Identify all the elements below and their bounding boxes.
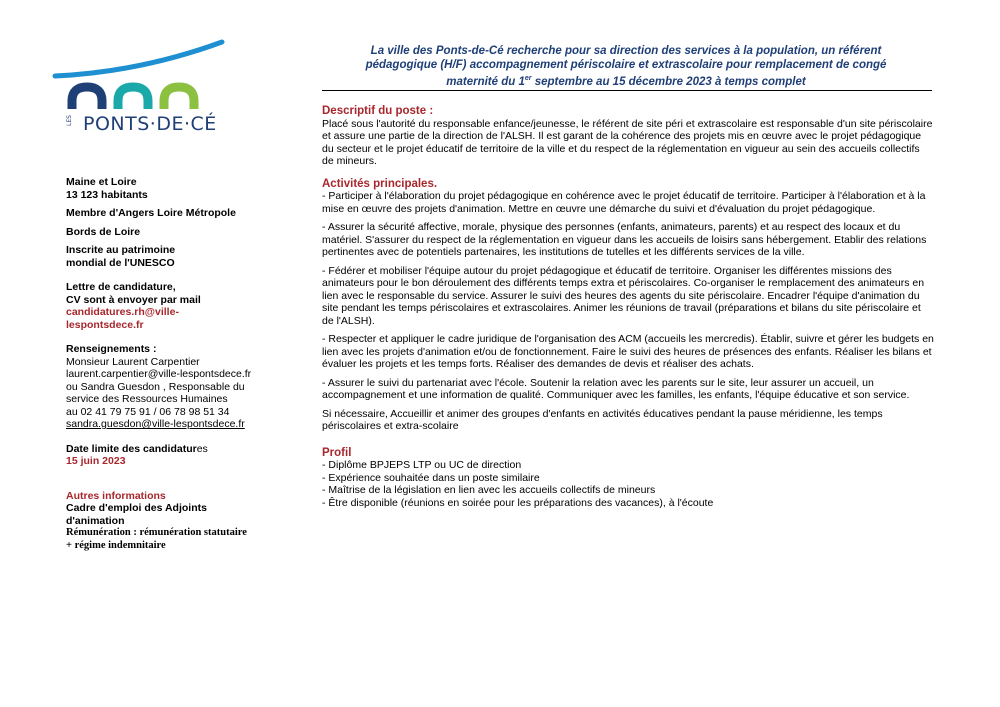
other-line-1: Cadre d'emploi des Adjoints <box>66 502 207 514</box>
other-info <box>66 490 296 553</box>
member: Membre d'Angers Loire Métropole <box>66 207 236 219</box>
logo-arch-green <box>164 87 194 109</box>
deadline-block <box>66 443 296 468</box>
logo-arch-teal <box>118 87 148 109</box>
info-email-1[interactable]: laurent.carpentier@ville-lespontsdece.fr <box>66 368 252 380</box>
header-divider <box>322 90 932 91</box>
apply-line-1: Lettre de candidature, <box>66 281 176 293</box>
logo-arch-blue <box>72 87 102 109</box>
deadline-title: Date limite des candidatur <box>66 442 197 455</box>
deadline-date: 15 juin 2023 <box>66 455 126 467</box>
header-line-2: pédagogique (H/F) accompagnement périscolaire et extrascolaire pour remplacement de congé <box>365 59 887 71</box>
logo-swoosh <box>55 42 222 76</box>
info-title: Renseignements : <box>66 343 157 355</box>
descriptif-title: Descriptif du poste : <box>322 105 434 117</box>
activite-paragraph: - Assurer le suivi du partenariat avec l'école. Soutenir la relation avec les parents sur le site, leur assurer un accueil, un accompagnement et une information de qualité. Communiquer avec les familles, les enfants, l'équipe éducative et son service. <box>322 376 910 401</box>
header-line-3b: septembre au 15 décembre 2023 à temps complet <box>531 75 806 88</box>
header-line-1: La ville des Ponts-de-Cé recherche pour sa direction des services à la population, un référent <box>370 45 882 57</box>
apply-line-2: CV sont à envoyer par mail <box>66 293 201 306</box>
info-email-2[interactable]: sandra.guesdon@ville-lespontsdece.fr <box>66 418 245 430</box>
descriptif-text: Placé sous l'autorité du responsable enfance/jeunesse, le référent de site péri et extrascolaire est responsable d'un site périscolaire et assure une partie de la direction de l'ALSH. Il est garant de la cohérence des projets mis en œuvre avec le projet pédagogique du secteur et le projet éducatif de territoire de la ville et du respect de la réglementation en vigueur au sein des accueils collectifs de mineurs. <box>322 117 933 167</box>
header-sup: er <box>524 75 532 82</box>
info-line-3: ou Sandra Guesdon , Responsable du <box>66 380 245 393</box>
logo-wordmark <box>66 113 217 135</box>
logo-prefix: LES <box>66 115 73 126</box>
contact-info <box>66 343 296 431</box>
activite-paragraph: - Respecter et appliquer le cadre juridique de l'organisation des ACM (accueils les mercredis). Établir, suivre et gérer les budgets en lien avec les projets d'animation et/ou de fonctionnement. Faire le suivi des heures de présences des enfants. Réaliser les bilans et évaluer les projets et les temps forts. Réaliser des demandes de devis et réaliser des achats. <box>322 333 934 370</box>
other-line-3: Rémunération : rémunération statutaire <box>66 527 247 538</box>
profil-list <box>322 459 934 509</box>
profil-item: - Maîtrise de la législation en lien avec les accueils collectifs de mineurs <box>322 484 656 496</box>
population: 13 123 habitants <box>66 188 148 201</box>
info-phone: au 02 41 79 75 91 / 06 78 98 51 34 <box>66 405 230 418</box>
application <box>66 281 296 331</box>
sidebar <box>66 176 296 558</box>
profil-item: - Être disponible (réunions en soirée pour les préparations des vacances), à l'écoute <box>322 496 714 509</box>
activite-paragraph: Si nécessaire, Accueillir et animer des groupes d'enfants en activités éducatives pendant la pause méridienne, les temps périscolaires et extra-scolaire <box>322 407 883 432</box>
info-line-4: service des Ressources Humaines <box>66 393 228 405</box>
activite-paragraph: - Fédérer et mobiliser l'équipe autour du projet pédagogique et éducatif de territoire. Organiser les différentes missions des animateurs pour le bon déroulement des différents temps extra et périscolaires. Co-organiser le remplacement des animateurs en lien avec le responsable du service. Assurer le suivi des heures des agents du site périscolaire. Encadrer l'équipe d'animation du site pendant les temps périscolaires et extrascolaires. Animer les réunions de travail (préparations et bilans du site périscolaire et de l'ALSH). <box>322 264 925 327</box>
other-line-4: + régime indemnitaire <box>66 539 166 551</box>
job-title-header <box>322 44 930 89</box>
activites-title: Activités principales. <box>322 177 438 190</box>
header-line-3 <box>322 72 930 89</box>
activite-paragraph: - Participer à l'élaboration du projet pédagogique en cohérence avec le projet éducatif de territoire. Participer à l'élaboration et à la mise en œuvre des projets d'animation. Mettre en œuvre une démarche du suivi et d'évaluation du projet pédagogique. <box>322 190 926 215</box>
profil-title: Profil <box>322 446 352 459</box>
header-line-3a: maternité du 1 <box>446 75 525 88</box>
region: Maine et Loire <box>66 176 137 188</box>
apply-email-line-2[interactable]: lespontsdece.fr <box>66 318 144 331</box>
profil-item: - Diplôme BPJEPS LTP ou UC de direction <box>322 459 522 471</box>
info-line-1: Monsieur Laurent Carpentier <box>66 355 200 368</box>
apply-email-line-1[interactable]: candidatures.rh@ville- <box>66 306 179 318</box>
activite-paragraph: - Assurer la sécurité affective, morale, physique des personnes (enfants, animateurs, parents) et au respect des locaux et du matériel. S'assurer du respect de la réglementation en vigueur dans les accueils de loisirs sans hébergement. Etablir des relations pertinentes avec de potentiels partenaires, les institutions de tutelles et les différents services de la ville. <box>322 221 927 258</box>
main-content <box>322 105 934 509</box>
other-line-2: d'animation <box>66 514 125 527</box>
other-title: Autres informations <box>66 489 166 502</box>
unesco-line-1: Inscrite au patrimoine <box>66 244 176 256</box>
logo-name: PONTS·DE·CÉ <box>83 113 217 135</box>
river: Bords de Loire <box>66 225 141 238</box>
unesco-line-2: mondial de l'UNESCO <box>66 256 175 269</box>
unesco <box>66 244 296 269</box>
deadline-title-end: es <box>196 442 208 455</box>
profil-item: - Expérience souhaitée dans un poste similaire <box>322 471 540 484</box>
sidebar-location <box>66 176 296 201</box>
